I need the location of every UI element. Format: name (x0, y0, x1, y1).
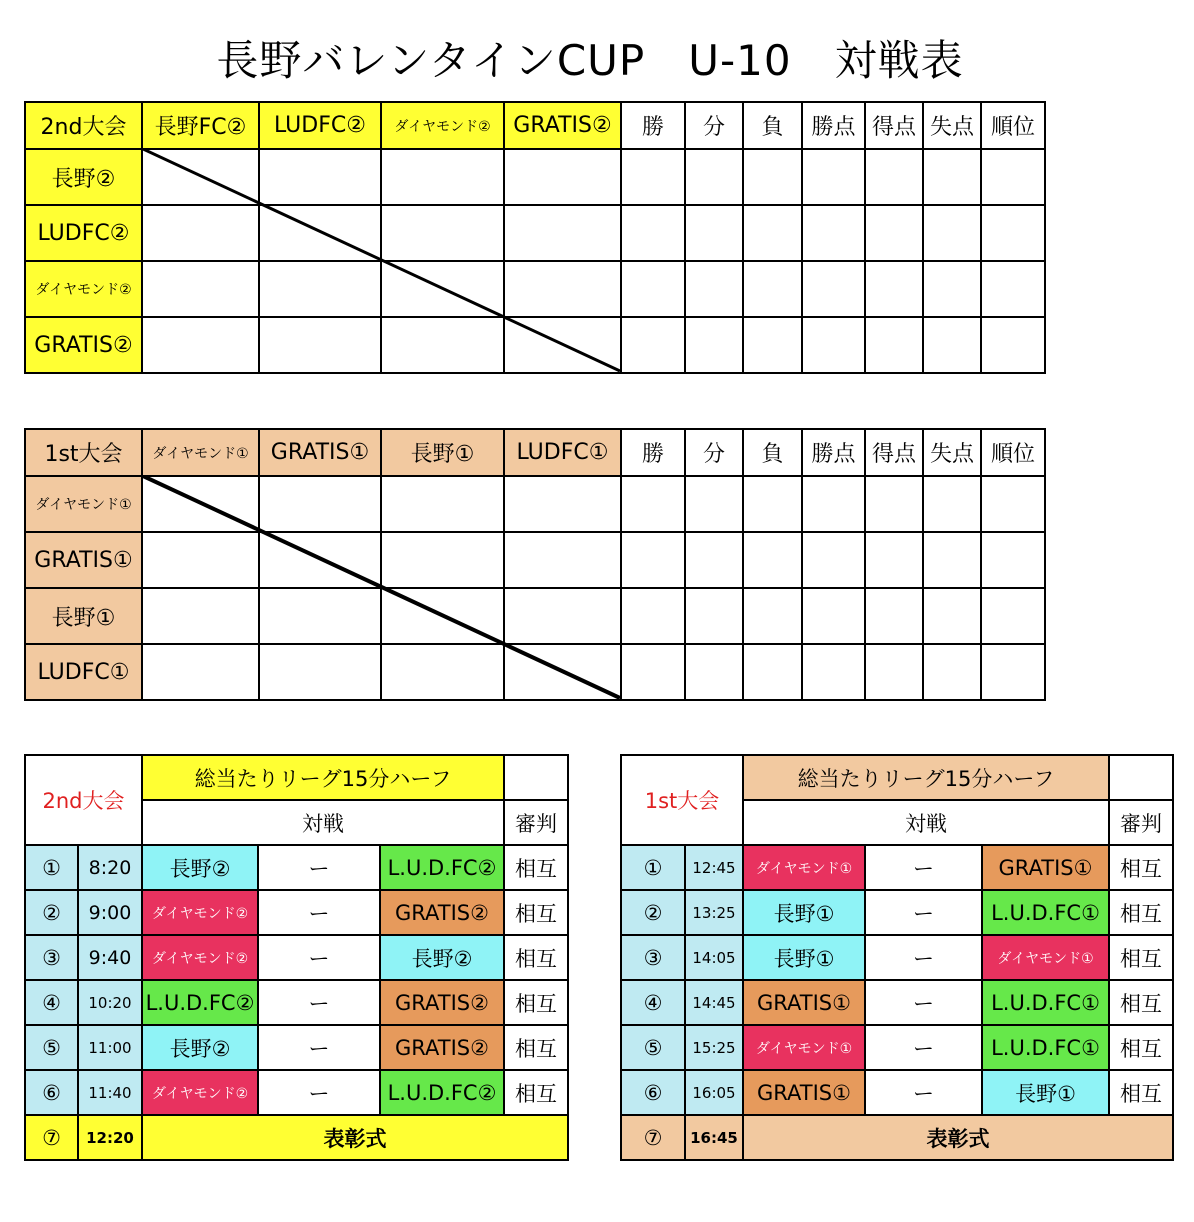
away-team: L.U.D.FC① (982, 980, 1109, 1025)
team-header: 長野FC② (142, 102, 259, 149)
ceremony-row (25, 1115, 568, 1160)
format-label: 総当たりリーグ15分ハーフ (142, 755, 504, 800)
league-table-1st (24, 428, 1046, 701)
match-time: 9:40 (78, 935, 142, 980)
home-team: 長野① (743, 935, 865, 980)
schedule-1st (620, 754, 1174, 1161)
away-team: L.U.D.FC② (380, 845, 504, 890)
team-row-label: GRATIS② (25, 317, 142, 373)
schedule-title: 2nd大会 (25, 755, 142, 845)
team-row-label: LUDFC② (25, 205, 142, 261)
away-team: GRATIS② (380, 980, 504, 1025)
stat-header: 負 (743, 102, 802, 149)
match-row (621, 935, 1173, 980)
ceremony-time: 16:45 (685, 1115, 743, 1160)
match-row (621, 980, 1173, 1025)
stat-header: 失点 (923, 102, 981, 149)
match-no: ④ (621, 980, 685, 1025)
vs-dash: ー (865, 845, 982, 890)
team-header: LUDFC① (504, 429, 621, 476)
away-team: ダイヤモンド① (982, 935, 1109, 980)
match-header: 対戦 (743, 800, 1109, 845)
stat-header: 順位 (981, 429, 1045, 476)
vs-dash: ー (258, 890, 380, 935)
match-no: ③ (25, 935, 78, 980)
team-row-label: ダイヤモンド② (25, 261, 142, 317)
referee: 相互 (1109, 1025, 1173, 1070)
stat-header: 得点 (865, 102, 923, 149)
team-header: 長野① (381, 429, 504, 476)
away-team: L.U.D.FC① (982, 890, 1109, 935)
match-no: ⑥ (621, 1070, 685, 1115)
ceremony-label: 表彰式 (142, 1115, 568, 1160)
home-team: ダイヤモンド② (142, 935, 258, 980)
away-team: 長野② (380, 935, 504, 980)
corner-label: 2nd大会 (25, 102, 142, 149)
match-time: 9:00 (78, 890, 142, 935)
match-no: ⑥ (25, 1070, 78, 1115)
match-time: 16:05 (685, 1070, 743, 1115)
home-team: ダイヤモンド① (743, 1025, 865, 1070)
match-time: 10:20 (78, 980, 142, 1025)
home-team: GRATIS① (743, 1070, 865, 1115)
match-time: 11:40 (78, 1070, 142, 1115)
referee: 相互 (504, 935, 568, 980)
home-team: ダイヤモンド① (743, 845, 865, 890)
match-row (621, 890, 1173, 935)
ceremony-row (621, 1115, 1173, 1160)
match-row (25, 1070, 568, 1115)
format-label: 総当たりリーグ15分ハーフ (743, 755, 1109, 800)
match-no: ③ (621, 935, 685, 980)
vs-dash: ー (258, 935, 380, 980)
schedule-title: 1st大会 (621, 755, 743, 845)
match-no: ① (621, 845, 685, 890)
match-row (621, 1025, 1173, 1070)
vs-dash: ー (258, 1070, 380, 1115)
vs-dash: ー (865, 1070, 982, 1115)
match-row (25, 980, 568, 1025)
stat-header: 分 (685, 429, 743, 476)
vs-dash: ー (258, 980, 380, 1025)
referee: 相互 (1109, 1070, 1173, 1115)
ref-header: 審判 (1109, 800, 1173, 845)
stat-header: 勝点 (802, 429, 865, 476)
match-row (621, 845, 1173, 890)
match-time: 14:45 (685, 980, 743, 1025)
referee: 相互 (1109, 845, 1173, 890)
stat-header: 失点 (923, 429, 981, 476)
stat-header: 分 (685, 102, 743, 149)
referee: 相互 (504, 1025, 568, 1070)
away-team: L.U.D.FC② (380, 1070, 504, 1115)
referee: 相互 (1109, 935, 1173, 980)
team-row-label: 長野① (25, 588, 142, 644)
team-header: ダイヤモンド① (142, 429, 259, 476)
home-team: 長野① (743, 890, 865, 935)
match-no: ① (25, 845, 78, 890)
ceremony-no: ⑦ (25, 1115, 78, 1160)
vs-dash: ー (258, 845, 380, 890)
home-team: L.U.D.FC② (142, 980, 258, 1025)
referee: 相互 (504, 980, 568, 1025)
away-team: GRATIS① (982, 845, 1109, 890)
referee: 相互 (504, 845, 568, 890)
home-team: ダイヤモンド② (142, 890, 258, 935)
team-header: GRATIS② (504, 102, 621, 149)
match-row (621, 1070, 1173, 1115)
match-no: ⑤ (25, 1025, 78, 1070)
match-row (25, 1025, 568, 1070)
home-team: GRATIS① (743, 980, 865, 1025)
referee: 相互 (1109, 890, 1173, 935)
home-team: 長野② (142, 845, 258, 890)
vs-dash: ー (865, 1025, 982, 1070)
schedule-2nd (24, 754, 569, 1161)
team-row-label: ダイヤモンド① (25, 476, 142, 532)
page-title: 長野バレンタインCUP U-10 対戦表 (216, 36, 964, 85)
match-no: ⑤ (621, 1025, 685, 1070)
stat-header: 勝 (621, 102, 685, 149)
team-header: GRATIS① (259, 429, 381, 476)
corner-label: 1st大会 (25, 429, 142, 476)
home-team: 長野② (142, 1025, 258, 1070)
away-team: 長野① (982, 1070, 1109, 1115)
team-header: LUDFC② (259, 102, 381, 149)
match-no: ② (25, 890, 78, 935)
away-team: GRATIS② (380, 1025, 504, 1070)
match-row (25, 890, 568, 935)
referee: 相互 (504, 890, 568, 935)
match-time: 15:25 (685, 1025, 743, 1070)
ceremony-time: 12:20 (78, 1115, 142, 1160)
match-no: ④ (25, 980, 78, 1025)
team-row-label: GRATIS① (25, 532, 142, 588)
match-time: 13:25 (685, 890, 743, 935)
ceremony-no: ⑦ (621, 1115, 685, 1160)
vs-dash: ー (865, 935, 982, 980)
away-team: L.U.D.FC① (982, 1025, 1109, 1070)
home-team: ダイヤモンド② (142, 1070, 258, 1115)
stat-header: 順位 (981, 102, 1045, 149)
team-row-label: LUDFC① (25, 644, 142, 700)
vs-dash: ー (865, 980, 982, 1025)
match-time: 8:20 (78, 845, 142, 890)
match-time: 12:45 (685, 845, 743, 890)
stat-header: 勝点 (802, 102, 865, 149)
stat-header: 得点 (865, 429, 923, 476)
away-team: GRATIS② (380, 890, 504, 935)
team-row-label: 長野② (25, 149, 142, 205)
vs-dash: ー (258, 1025, 380, 1070)
referee: 相互 (504, 1070, 568, 1115)
match-header: 対戦 (142, 800, 504, 845)
stat-header: 勝 (621, 429, 685, 476)
league-table-2nd (24, 101, 1046, 374)
referee: 相互 (1109, 980, 1173, 1025)
match-time: 11:00 (78, 1025, 142, 1070)
vs-dash: ー (865, 890, 982, 935)
ref-header: 審判 (504, 800, 568, 845)
match-row (25, 845, 568, 890)
ceremony-label: 表彰式 (743, 1115, 1173, 1160)
stat-header: 負 (743, 429, 802, 476)
team-header: ダイヤモンド② (381, 102, 504, 149)
match-time: 14:05 (685, 935, 743, 980)
match-no: ② (621, 890, 685, 935)
match-row (25, 935, 568, 980)
